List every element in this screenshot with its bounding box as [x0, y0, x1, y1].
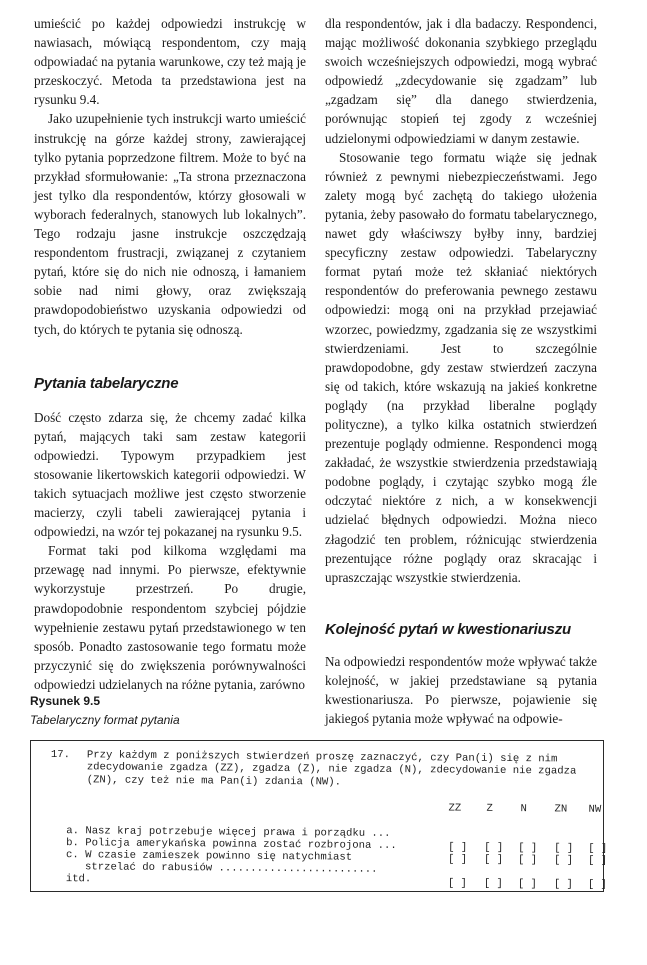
statement-row-etc	[66, 861, 606, 903]
checkbox-z[interactable]: [ ]	[484, 841, 504, 854]
statement-text: strzelać do rabusiów .........................	[65, 861, 378, 877]
question-text: Przy każdym z poniższych stwierdzeń proszę zaznaczyć, czy Pan(i) się z nim zdecydowanie zgadza (ZZ), zgadza (Z), nie zgadza (N), zdecydowanie nie zgadza (ZN), czy też nie ma Pan(i) zdania (NW).	[86, 749, 583, 789]
checkbox-nw[interactable]: [ ]	[587, 878, 607, 891]
checkbox-n[interactable]: [ ]	[517, 853, 538, 866]
column-header-nw: NW	[588, 803, 602, 816]
figure-questionnaire-box	[30, 740, 608, 892]
question-number: 17.	[50, 749, 71, 762]
section-heading-tabular-questions: Pytania tabelaryczne	[34, 374, 179, 392]
right-paragraph-3: Na odpowiedzi respondentów może wpływać także kolejność, w jakiej przedstawiane są pytania kwestionariusza. Po pierwsze, pojawienie się jakiegoś pytania może wpływać na odpowie-	[325, 653, 597, 727]
right-column	[325, 14, 597, 728]
column-header-n: N	[520, 803, 527, 816]
column-header-z: Z	[486, 802, 493, 815]
left-paragraph-4: Format taki pod kilkoma względami ma przewagę nad innymi. Po pierwsze, efektywnie wykorzystuje przestrzeń. Po drugie, prawdopodobnie respondentom szybciej pójdzie wypełnienie zestawu pytań przedstawionego w ten sposób. Ponadto zastosowanie tego formatu może przyczynić się do zwiększenia porównywalności odpowiedzi udzielanych na różne pytania, zarówno	[34, 543, 306, 692]
checkbox-z[interactable]: [ ]	[484, 853, 504, 866]
statement-text: c. W czasie zamieszek powinno się natychmiast	[66, 849, 353, 864]
statement-text: a. Nasz kraj potrzebuje więcej prawa i porządku ...	[66, 825, 391, 841]
answer-column-headers	[448, 802, 602, 816]
statement-text: b. Policja amerykańska powinna zostać rozbrojona ...	[66, 837, 397, 853]
checkbox-n[interactable]: [ ]	[518, 841, 538, 854]
section-heading-question-order: Kolejność pytań w kwestionariuszu	[325, 620, 571, 638]
column-header-zz: ZZ	[448, 802, 462, 815]
left-paragraph-2: Jako uzupełnienie tych instrukcji warto umieścić instrukcję na górze każdej strony, zawierającej tylko pytania poprzedzone filtrem. Może to być na przykład sformułowanie: „Ta strona przeznaczona jest tylko dla respondentów, którzy głosowali w wyborach federalnych, stanowych lub lokalnych”. Tego rodzaju jasne instrukcje oszczędzają respondentom frustracji, związanej z czytaniem pytań, które się do nich nie odnoszą, i łamaniem sobie nad nimi głowy, oraz zwiększają prawdopodobieństwo uzyskania odpowiedzi od tych, do których te pytania się odnoszą.	[34, 111, 306, 337]
checkbox-nw[interactable]: [ ]	[587, 854, 608, 867]
left-paragraph-1: umieścić po każdej odpowiedzi instrukcję w nawiasach, mówiącą respondentom, czy mają odpowiadać na pytania warunkowe, czy też mają je przeskoczyć. Metoda ta przedstawiona jest na rysunku 9.4.	[34, 16, 306, 108]
checkbox-zz[interactable]: [ ]	[448, 853, 468, 866]
left-column	[34, 14, 306, 694]
figure-caption: Tabelaryczny format pytania	[30, 713, 180, 727]
checkbox-zn[interactable]: [ ]	[554, 841, 574, 855]
right-paragraph-2: Stosowanie tego formatu wiąże się jednak również z pewnymi niebezpieczeństwami. Jego zalety mogą być zachętą do takiego ułożenia pytania, żeby pasowało do formatu tabelarycznego, nawet gdy właściwszy byłby inny, bardziej specyficzny zestaw odpowiedzi. Tabelaryczny format pytań może też skłaniać niektórych respondentów do preferowania pewnego zestawu odpowiedzi: mogą oni na przykład przejawiać wzorzec, powiedzmy, zgadzania się ze wszystkimi stwierdzeniami. Jest to szczególnie prawdopodobne, gdy zestaw stwierdzeń zaczyna się od takich, które wskazują na jakieś konkretne poglądy (na przykład liberalne poglądy polityczne), a tylko kilka ostatnich stwierdzeń prezentuje poglądy odmienne. Respondenci mogą zakładać, że wszystkie stwierdzenia przedstawiają podobne poglądy, i czytając szybko mogą źle odczytać niektóre z nich, a w konsekwencji udzielać błędnych odpowiedzi. Można nieco złagodzić ten problem, różnicując stwierdzenia prezentujące różne poglądy oraz skracając i upraszczając wszystkie stwierdzenia.	[325, 149, 597, 585]
statement-text: itd.	[65, 873, 92, 886]
checkbox-nw[interactable]: [ ]	[588, 842, 608, 855]
left-paragraph-3: Dość często zdarza się, że chcemy zadać kilka pytań, mających taki sam zestaw kategorii odpowiedzi. Typowym przypadkiem jest stosowanie likertowskich kategorii odpowiedzi. W takich sytuacjach możliwe jest często stworzenie macierzy, czyli tabeli zawierającej pytania i odpowiedzi, na wzór tej pokazanej na rysunku 9.5.	[34, 409, 306, 540]
checkbox-n[interactable]: [ ]	[517, 877, 537, 890]
checkbox-zz[interactable]: [ ]	[447, 877, 467, 890]
right-paragraph-1: dla respondentów, jak i dla badaczy. Respondenci, mając możliwość dokonania szybkiego przeglądu swoich wcześniejszych odpowiedzi, mogą wybrać odpowiedź „zdecydowanie się zgadzam” lub „zgadzam się” dla danego stwierdzenia, porównując stopień tej zgody z wcześniej udzielonymi odpowiedziami w danym zestawie.	[325, 16, 597, 146]
checkbox-zn[interactable]: [ ]	[553, 853, 574, 867]
figure-number: Rysunek 9.5	[30, 694, 101, 708]
checkbox-zz[interactable]: [ ]	[448, 841, 468, 854]
checkbox-zn[interactable]: [ ]	[553, 877, 573, 891]
figure-content	[50, 749, 608, 891]
checkbox-z[interactable]: [ ]	[483, 877, 503, 890]
column-header-zn: ZN	[554, 803, 568, 816]
